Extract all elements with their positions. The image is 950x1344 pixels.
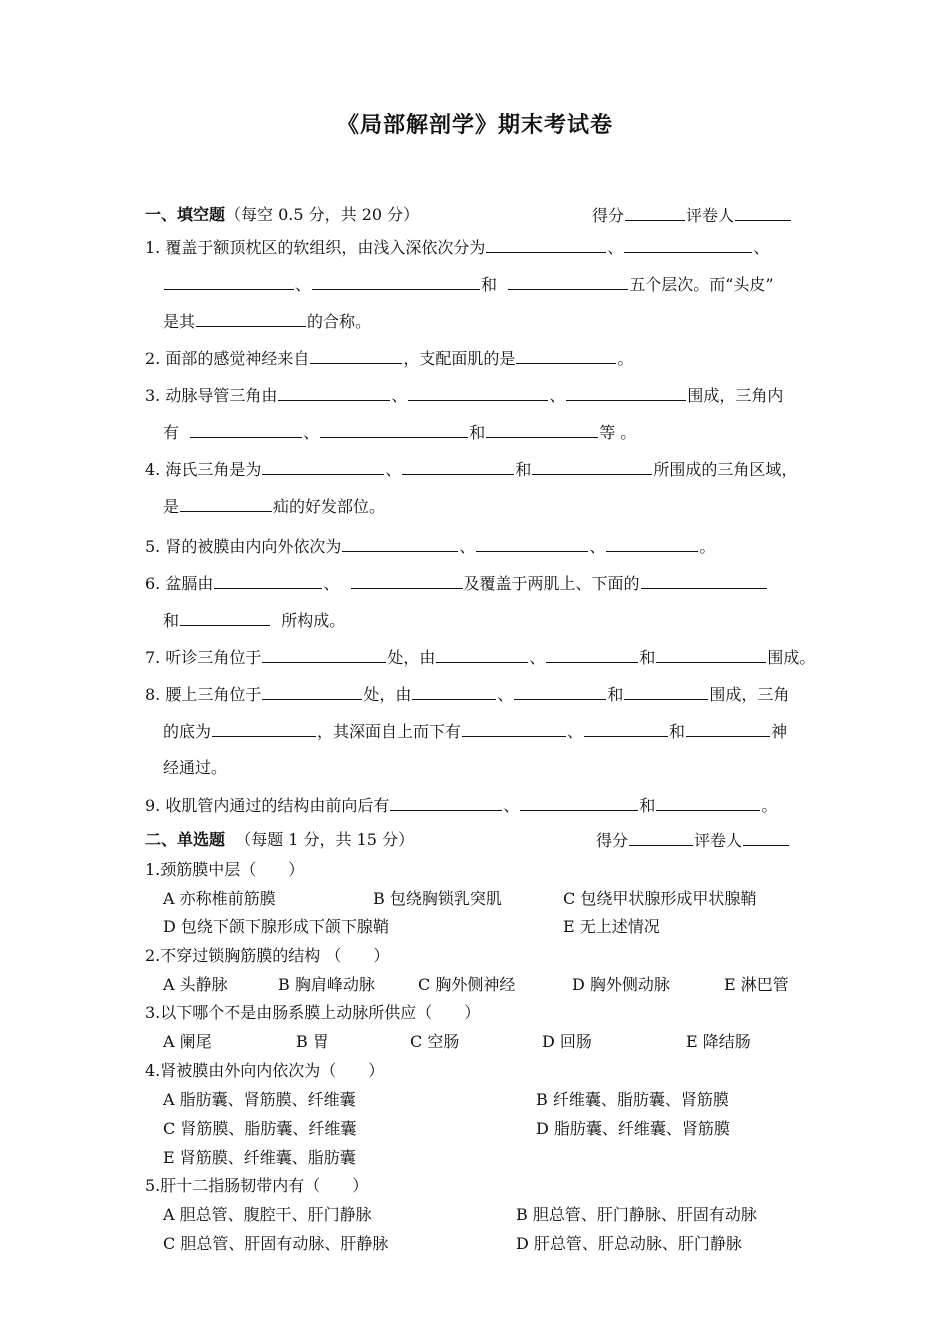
mcq-1-option-c[interactable]: C 包绕甲状腺形成甲状腺鞘 [563, 889, 757, 908]
question-text: ，其深面自上而下有 [317, 722, 462, 741]
question-text: 9. 收肌管内通过的结构由前向后有 [145, 796, 390, 815]
answer-blank[interactable] [412, 683, 496, 700]
score-label: 得分 [596, 831, 629, 850]
section1-score-box [592, 204, 792, 227]
answer-blank[interactable] [624, 683, 708, 700]
mcq-4-option-b[interactable]: B 纤维囊、脂肪囊、肾筋膜 [536, 1090, 729, 1109]
fill-question-6-cont [163, 609, 835, 632]
mcq-3-option-c[interactable]: C 空肠 [410, 1032, 460, 1051]
fill-question-1-cont [163, 273, 835, 296]
question-text: 及覆盖于两肌上、下面的 [463, 574, 640, 593]
fill-question-3-cont [163, 421, 835, 444]
answer-blank[interactable] [320, 421, 468, 438]
answer-blank[interactable] [262, 458, 384, 475]
mcq-2-option-d[interactable]: D 胸外侧动脉 [572, 975, 670, 994]
answer-blank[interactable] [312, 273, 480, 290]
mcq-3-option-d[interactable]: D 回肠 [542, 1032, 592, 1051]
period: 。 [699, 537, 716, 556]
question-text: 围成，三角内 [687, 386, 784, 405]
separator: 、 [497, 685, 514, 704]
separator: 、 [459, 537, 476, 556]
mcq-2-option-c[interactable]: C 胸外侧神经 [418, 975, 516, 994]
fill-question-8-cont [163, 720, 835, 743]
fill-question-1 [145, 236, 835, 259]
separator: 、 [529, 648, 546, 667]
question-text: 的底为 [163, 722, 212, 741]
answer-blank[interactable] [462, 720, 566, 737]
answer-blank[interactable] [486, 236, 606, 253]
mcq-stem-4: 4.肾被膜由外向内依次为（ ） [145, 1061, 385, 1080]
grader-label: 评卷人 [694, 831, 743, 850]
answer-blank[interactable] [164, 273, 294, 290]
mcq-5-option-c[interactable]: C 胆总管、肝固有动脉、肝静脉 [163, 1234, 389, 1253]
separator: 、 [391, 386, 408, 405]
answer-blank[interactable] [408, 384, 548, 401]
question-text: 经通过。 [163, 758, 228, 777]
grader-blank[interactable] [743, 829, 789, 846]
fill-question-6 [145, 572, 835, 595]
answer-blank[interactable] [514, 683, 606, 700]
conjunction: 和 [481, 275, 498, 294]
answer-blank[interactable] [212, 720, 316, 737]
question-text: 神 [771, 722, 788, 741]
mcq-1-option-d[interactable]: D 包绕下颌下腺形成下颌下腺鞘 [163, 917, 389, 936]
conjunction: 和 [469, 423, 486, 442]
question-text: 疝的好发部位。 [273, 497, 386, 516]
answer-blank[interactable] [196, 310, 306, 327]
mcq-3-option-b[interactable]: B 胃 [296, 1032, 329, 1051]
question-text: 5. 肾的被膜由内向外依次为 [145, 537, 342, 556]
question-text: 有 [163, 423, 180, 442]
question-text: 所围成的三角区域， [653, 460, 798, 479]
mcq-2-option-e[interactable]: E 淋巴管 [724, 975, 789, 994]
separator: 、 [303, 423, 320, 442]
fill-question-2 [145, 347, 835, 370]
separator: 、 [323, 574, 340, 593]
answer-blank[interactable] [262, 646, 386, 663]
answer-blank[interactable] [402, 458, 514, 475]
answer-blank[interactable] [390, 794, 502, 811]
section1-note: （每空 0.5 分，共 20 分） [225, 205, 420, 224]
question-text: 1. 覆盖于额顶枕区的软组织，由浅入深依次分为 [145, 238, 486, 257]
question-text: 2. 面部的感觉神经来自 [145, 349, 310, 368]
grader-blank[interactable] [735, 204, 791, 221]
question-text: 五个层次。而“头皮” [629, 275, 774, 294]
mcq-1-option-e[interactable]: E 无上述情况 [563, 917, 660, 936]
mcq-1-option-b[interactable]: B 包绕胸锁乳突肌 [373, 889, 502, 908]
page-title: 《局部解剖学》期末考试卷 [336, 112, 613, 138]
separator: 、 [753, 238, 770, 257]
section2-score-box [596, 829, 790, 852]
mcq-stem-2: 2.不穿过锁胸筋膜的结构 （ ） [145, 946, 390, 965]
question-text: 所构成。 [281, 611, 346, 630]
separator: 、 [503, 796, 520, 815]
answer-blank[interactable] [351, 572, 463, 589]
answer-blank[interactable] [606, 535, 698, 552]
fill-question-8-cont2 [163, 757, 835, 779]
answer-blank[interactable] [342, 535, 458, 552]
fill-question-7 [145, 646, 835, 669]
question-text: 围成。 [767, 648, 816, 667]
fill-question-9 [145, 794, 835, 817]
answer-blank[interactable] [584, 720, 668, 737]
answer-blank[interactable] [546, 646, 638, 663]
section2-heading: 二、单选题 [145, 830, 226, 849]
conjunction: 和 [669, 722, 686, 741]
answer-blank[interactable] [656, 794, 760, 811]
answer-blank[interactable] [656, 646, 766, 663]
question-text: 处，由 [387, 648, 436, 667]
answer-blank[interactable] [214, 572, 322, 589]
period: 。 [617, 349, 634, 368]
question-text: 是 [163, 497, 180, 516]
section2-note: （每题 1 分，共 15 分） [235, 830, 415, 849]
separator: 、 [607, 238, 624, 257]
fill-question-3 [145, 384, 835, 407]
mcq-2-option-a[interactable]: A 头静脉 [163, 975, 228, 994]
score-blank[interactable] [625, 204, 685, 221]
conjunction: 和 [515, 460, 532, 479]
section1-heading: 一、填空题 [145, 205, 226, 224]
conjunction: 和 [163, 611, 180, 630]
question-text: 3. 动脉导管三角由 [145, 386, 278, 405]
mcq-5-option-d[interactable]: D 肝总管、肝总动脉、肝门静脉 [516, 1234, 742, 1253]
conjunction: 和 [607, 685, 624, 704]
question-text: 8. 腰上三角位于 [145, 685, 262, 704]
grader-label: 评卷人 [686, 206, 735, 225]
mcq-stem-5: 5.肝十二指肠韧带内有（ ） [145, 1176, 369, 1195]
mcq-2-option-b[interactable]: B 胸肩峰动脉 [278, 975, 375, 994]
conjunction: 和 [639, 796, 656, 815]
mcq-4-option-c[interactable]: C 肾筋膜、脂肪囊、纤维囊 [163, 1119, 357, 1138]
question-text: 7. 听诊三角位于 [145, 648, 262, 667]
mcq-4-option-e[interactable]: E 肾筋膜、纤维囊、脂肪囊 [163, 1148, 356, 1167]
separator: 、 [549, 386, 566, 405]
answer-blank[interactable] [686, 720, 770, 737]
answer-blank[interactable] [436, 646, 528, 663]
fill-question-8 [145, 683, 835, 706]
answer-blank[interactable] [624, 236, 752, 253]
answer-blank[interactable] [508, 273, 628, 290]
score-blank[interactable] [629, 829, 693, 846]
question-text: 是其 [163, 312, 196, 331]
answer-blank[interactable] [566, 384, 686, 401]
fill-question-5 [145, 535, 835, 558]
question-text: 处，由 [363, 685, 412, 704]
mcq-3-option-a[interactable]: A 阑尾 [163, 1032, 212, 1051]
fill-question-4-cont [163, 495, 835, 518]
question-text: 的合称。 [307, 312, 372, 331]
separator: 、 [385, 460, 402, 479]
mcq-1-option-a[interactable]: A 亦称椎前筋膜 [163, 889, 276, 908]
fill-question-4 [145, 458, 835, 481]
score-label: 得分 [592, 206, 625, 225]
question-text: 4. 海氏三角是为 [145, 460, 262, 479]
answer-blank[interactable] [180, 609, 270, 626]
answer-blank[interactable] [532, 458, 652, 475]
period: 。 [761, 796, 778, 815]
mcq-4-option-a[interactable]: A 脂肪囊、肾筋膜、纤维囊 [163, 1090, 356, 1109]
question-text: 6. 盆膈由 [145, 574, 214, 593]
answer-blank[interactable] [278, 384, 390, 401]
answer-blank[interactable] [476, 535, 588, 552]
separator: 、 [589, 537, 606, 556]
answer-blank[interactable] [310, 347, 402, 364]
answer-blank[interactable] [516, 347, 616, 364]
answer-blank[interactable] [262, 683, 362, 700]
mcq-5-option-b[interactable]: B 胆总管、肝门静脉、肝固有动脉 [516, 1205, 757, 1224]
mcq-stem-1: 1.颈筋膜中层（ ） [145, 860, 305, 879]
answer-blank[interactable] [190, 421, 302, 438]
answer-blank[interactable] [180, 495, 272, 512]
question-text: 围成，三角 [709, 685, 790, 704]
question-text: ，支配面肌的是 [403, 349, 516, 368]
conjunction: 和 [639, 648, 656, 667]
mcq-3-option-e[interactable]: E 降结肠 [686, 1032, 751, 1051]
answer-blank[interactable] [641, 572, 767, 589]
mcq-4-option-d[interactable]: D 脂肪囊、纤维囊、肾筋膜 [536, 1119, 730, 1138]
separator: 、 [295, 275, 312, 294]
separator: 、 [567, 722, 584, 741]
answer-blank[interactable] [520, 794, 638, 811]
mcq-5-option-a[interactable]: A 胆总管、腹腔干、肝门静脉 [163, 1205, 372, 1224]
question-text: 等 。 [599, 423, 637, 442]
answer-blank[interactable] [486, 421, 598, 438]
fill-question-1-cont2 [163, 310, 835, 333]
mcq-stem-3: 3.以下哪个不是由肠系膜上动脉所供应（ ） [145, 1003, 481, 1022]
